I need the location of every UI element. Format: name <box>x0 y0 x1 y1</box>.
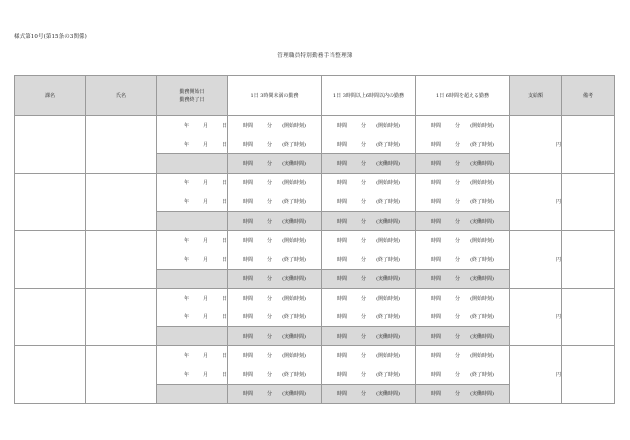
yen-label: 円 <box>555 256 561 263</box>
month-label: 月 <box>202 353 208 360</box>
minutes-label: 分 <box>361 180 367 187</box>
hours-label: 時間 <box>337 256 348 263</box>
hours-label: 時間 <box>337 199 348 206</box>
time-field[interactable] <box>228 154 322 173</box>
post-field[interactable] <box>15 288 86 346</box>
hours-label: 時間 <box>431 237 442 244</box>
time-kind-label: (終了時刻) <box>470 256 494 263</box>
day-label: 日 <box>221 180 227 187</box>
time-field[interactable] <box>416 288 510 307</box>
hours-label: 時間 <box>431 353 442 360</box>
year-label: 年 <box>183 371 189 378</box>
header-remarks: 備考 <box>562 76 615 116</box>
time-kind-label: (実働時間) <box>376 391 400 398</box>
minutes-label: 分 <box>267 295 273 302</box>
day-label: 日 <box>221 353 227 360</box>
minutes-label: 分 <box>267 314 273 321</box>
hours-label: 時間 <box>337 276 348 283</box>
time-field[interactable] <box>416 327 510 346</box>
time-kind-label: (実働時間) <box>470 333 494 340</box>
hours-label: 時間 <box>431 371 442 378</box>
time-field[interactable] <box>416 154 510 173</box>
time-field[interactable] <box>228 269 322 288</box>
hours-label: 時間 <box>431 218 442 225</box>
time-kind-label: (終了時刻) <box>376 256 400 263</box>
time-kind-label: (開始時刻) <box>282 295 306 302</box>
time-field[interactable] <box>416 116 510 135</box>
time-field[interactable] <box>416 307 510 326</box>
amount-field[interactable] <box>510 288 562 346</box>
minutes-label: 分 <box>455 371 461 378</box>
remarks-field[interactable] <box>562 346 615 404</box>
minutes-label: 分 <box>361 218 367 225</box>
hours-label: 時間 <box>431 122 442 129</box>
hours-label: 時間 <box>431 160 442 167</box>
month-label: 月 <box>202 256 208 263</box>
time-kind-label: (実働時間) <box>282 218 306 225</box>
ledger-body <box>15 116 615 404</box>
name-field[interactable] <box>86 346 157 404</box>
minutes-label: 分 <box>267 141 273 148</box>
time-field[interactable] <box>322 384 416 403</box>
time-kind-label: (実働時間) <box>470 391 494 398</box>
minutes-label: 分 <box>267 256 273 263</box>
hours-label: 時間 <box>431 199 442 206</box>
minutes-label: 分 <box>361 371 367 378</box>
date-field[interactable] <box>157 116 228 135</box>
hours-label: 時間 <box>243 391 254 398</box>
hours-label: 時間 <box>243 295 254 302</box>
time-kind-label: (終了時刻) <box>470 141 494 148</box>
time-kind-label: (終了時刻) <box>282 141 306 148</box>
time-kind-label: (実働時間) <box>282 391 306 398</box>
year-label: 年 <box>183 295 189 302</box>
minutes-label: 分 <box>267 237 273 244</box>
date-blank <box>157 384 228 403</box>
minutes-label: 分 <box>361 295 367 302</box>
hours-label: 時間 <box>337 391 348 398</box>
minutes-label: 分 <box>455 276 461 283</box>
year-label: 年 <box>183 180 189 187</box>
yen-label: 円 <box>555 372 561 379</box>
year-label: 年 <box>183 141 189 148</box>
hours-label: 時間 <box>337 122 348 129</box>
day-label: 日 <box>221 141 227 148</box>
time-kind-label: (終了時刻) <box>282 314 306 321</box>
time-kind-label: (終了時刻) <box>376 371 400 378</box>
month-label: 月 <box>202 295 208 302</box>
hours-label: 時間 <box>243 371 254 378</box>
time-kind-label: (開始時刻) <box>470 122 494 129</box>
time-field[interactable] <box>416 192 510 211</box>
minutes-label: 分 <box>455 180 461 187</box>
remarks-field[interactable] <box>562 116 615 174</box>
header-date-start: 勤務開始日 <box>179 88 205 95</box>
minutes-label: 分 <box>455 141 461 148</box>
time-field[interactable] <box>322 116 416 135</box>
time-kind-label: (実働時間) <box>470 218 494 225</box>
time-field[interactable] <box>416 211 510 230</box>
post-field[interactable] <box>15 116 86 174</box>
time-field[interactable] <box>228 365 322 384</box>
minutes-label: 分 <box>455 353 461 360</box>
month-label: 月 <box>202 122 208 129</box>
time-kind-label: (開始時刻) <box>376 237 400 244</box>
hours-label: 時間 <box>431 295 442 302</box>
day-label: 日 <box>221 199 227 206</box>
day-label: 日 <box>221 371 227 378</box>
time-field[interactable] <box>228 307 322 326</box>
amount-field[interactable] <box>510 231 562 289</box>
hours-label: 時間 <box>337 314 348 321</box>
day-label: 日 <box>221 237 227 244</box>
time-kind-label: (実働時間) <box>376 218 400 225</box>
time-field[interactable] <box>228 192 322 211</box>
header-3-to-6h: 1日 3時間以上6時間以内の勤務 <box>322 76 416 116</box>
minutes-label: 分 <box>267 199 273 206</box>
hours-label: 時間 <box>243 141 254 148</box>
month-label: 月 <box>202 237 208 244</box>
date-blank <box>157 211 228 230</box>
minutes-label: 分 <box>267 371 273 378</box>
table-row <box>15 346 615 365</box>
hours-label: 時間 <box>431 256 442 263</box>
time-kind-label: (開始時刻) <box>376 295 400 302</box>
time-field[interactable] <box>322 135 416 154</box>
form-number: 様式第10号(第15条の3関係) <box>14 34 87 40</box>
time-kind-label: (実働時間) <box>376 276 400 283</box>
time-field[interactable] <box>416 135 510 154</box>
hours-label: 時間 <box>243 333 254 340</box>
minutes-label: 分 <box>361 314 367 321</box>
table-row <box>15 173 615 192</box>
header-over-6h: 1日 6時間を超える勤務 <box>416 76 510 116</box>
minutes-label: 分 <box>361 256 367 263</box>
time-field[interactable] <box>322 173 416 192</box>
yen-label: 円 <box>555 199 561 206</box>
hours-label: 時間 <box>337 237 348 244</box>
hours-label: 時間 <box>243 276 254 283</box>
document-title: 管理職員特別勤務手当整理簿 <box>277 53 353 59</box>
time-field[interactable] <box>322 365 416 384</box>
time-kind-label: (実働時間) <box>282 333 306 340</box>
time-kind-label: (開始時刻) <box>282 122 306 129</box>
time-field[interactable] <box>228 250 322 269</box>
post-field[interactable] <box>15 231 86 289</box>
minutes-label: 分 <box>455 160 461 167</box>
hours-label: 時間 <box>431 141 442 148</box>
hours-label: 時間 <box>337 353 348 360</box>
minutes-label: 分 <box>361 122 367 129</box>
year-label: 年 <box>183 237 189 244</box>
hours-label: 時間 <box>243 353 254 360</box>
time-kind-label: (実働時間) <box>376 333 400 340</box>
minutes-label: 分 <box>455 237 461 244</box>
time-field[interactable] <box>322 269 416 288</box>
month-label: 月 <box>202 314 208 321</box>
month-label: 月 <box>202 141 208 148</box>
minutes-label: 分 <box>267 160 273 167</box>
time-kind-label: (開始時刻) <box>376 353 400 360</box>
minutes-label: 分 <box>361 391 367 398</box>
header-post: 課名 <box>15 76 86 116</box>
amount-field[interactable] <box>510 116 562 174</box>
time-kind-label: (開始時刻) <box>470 237 494 244</box>
allowance-ledger-table <box>14 75 615 404</box>
time-field[interactable] <box>228 288 322 307</box>
year-label: 年 <box>183 256 189 263</box>
hours-label: 時間 <box>337 218 348 225</box>
time-kind-label: (終了時刻) <box>376 314 400 321</box>
minutes-label: 分 <box>455 122 461 129</box>
date-field[interactable] <box>157 307 228 326</box>
remarks-field[interactable] <box>562 173 615 231</box>
time-field[interactable] <box>322 327 416 346</box>
header-date-end: 勤務終了日 <box>179 96 205 103</box>
hours-label: 時間 <box>243 180 254 187</box>
date-field[interactable] <box>157 173 228 192</box>
date-blank <box>157 327 228 346</box>
time-field[interactable] <box>322 211 416 230</box>
time-kind-label: (実働時間) <box>470 160 494 167</box>
minutes-label: 分 <box>455 199 461 206</box>
hours-label: 時間 <box>337 141 348 148</box>
time-kind-label: (開始時刻) <box>470 295 494 302</box>
yen-label: 円 <box>555 314 561 321</box>
time-kind-label: (終了時刻) <box>376 141 400 148</box>
amount-field[interactable] <box>510 346 562 404</box>
post-field[interactable] <box>15 346 86 404</box>
hours-label: 時間 <box>337 371 348 378</box>
time-field[interactable] <box>416 346 510 365</box>
minutes-label: 分 <box>267 333 273 340</box>
minutes-label: 分 <box>267 276 273 283</box>
header-amount: 支給額 <box>510 76 562 116</box>
time-kind-label: (開始時刻) <box>376 122 400 129</box>
year-label: 年 <box>183 122 189 129</box>
time-kind-label: (実働時間) <box>376 160 400 167</box>
month-label: 月 <box>202 371 208 378</box>
hours-label: 時間 <box>337 295 348 302</box>
date-field[interactable] <box>157 135 228 154</box>
date-field[interactable] <box>157 192 228 211</box>
time-field[interactable] <box>416 250 510 269</box>
time-kind-label: (終了時刻) <box>282 256 306 263</box>
minutes-label: 分 <box>455 295 461 302</box>
date-field[interactable] <box>157 250 228 269</box>
hours-label: 時間 <box>243 237 254 244</box>
time-field[interactable] <box>228 173 322 192</box>
header-row <box>15 76 615 116</box>
minutes-label: 分 <box>455 218 461 225</box>
hours-label: 時間 <box>243 199 254 206</box>
time-kind-label: (終了時刻) <box>376 199 400 206</box>
minutes-label: 分 <box>361 237 367 244</box>
hours-label: 時間 <box>431 314 442 321</box>
time-field[interactable] <box>416 384 510 403</box>
day-label: 日 <box>221 122 227 129</box>
yen-label: 円 <box>555 141 561 148</box>
time-field[interactable] <box>416 173 510 192</box>
day-label: 日 <box>221 314 227 321</box>
time-field[interactable] <box>416 269 510 288</box>
date-blank <box>157 154 228 173</box>
time-field[interactable] <box>228 231 322 250</box>
remarks-field[interactable] <box>562 288 615 346</box>
time-kind-label: (開始時刻) <box>282 237 306 244</box>
time-field[interactable] <box>228 327 322 346</box>
time-field[interactable] <box>322 154 416 173</box>
month-label: 月 <box>202 180 208 187</box>
hours-label: 時間 <box>243 218 254 225</box>
hours-label: 時間 <box>243 256 254 263</box>
time-kind-label: (終了時刻) <box>470 314 494 321</box>
hours-label: 時間 <box>431 391 442 398</box>
hours-label: 時間 <box>243 160 254 167</box>
time-field[interactable] <box>228 211 322 230</box>
time-kind-label: (実働時間) <box>282 160 306 167</box>
time-kind-label: (終了時刻) <box>282 371 306 378</box>
time-field[interactable] <box>322 192 416 211</box>
minutes-label: 分 <box>361 199 367 206</box>
day-label: 日 <box>221 256 227 263</box>
time-field[interactable] <box>322 231 416 250</box>
date-blank <box>157 269 228 288</box>
amount-field[interactable] <box>510 173 562 231</box>
minutes-label: 分 <box>267 218 273 225</box>
minutes-label: 分 <box>267 353 273 360</box>
minutes-label: 分 <box>267 391 273 398</box>
hours-label: 時間 <box>431 180 442 187</box>
time-kind-label: (開始時刻) <box>282 180 306 187</box>
minutes-label: 分 <box>267 180 273 187</box>
table-row <box>15 231 615 250</box>
day-label: 日 <box>221 295 227 302</box>
hours-label: 時間 <box>337 180 348 187</box>
date-field[interactable] <box>157 365 228 384</box>
time-field[interactable] <box>228 384 322 403</box>
header-name: 氏名 <box>86 76 157 116</box>
date-field[interactable] <box>157 231 228 250</box>
remarks-field[interactable] <box>562 231 615 289</box>
time-kind-label: (終了時刻) <box>282 199 306 206</box>
year-label: 年 <box>183 353 189 360</box>
header-dates <box>157 76 228 116</box>
hours-label: 時間 <box>337 333 348 340</box>
hours-label: 時間 <box>431 276 442 283</box>
date-field[interactable] <box>157 346 228 365</box>
minutes-label: 分 <box>361 333 367 340</box>
time-field[interactable] <box>228 116 322 135</box>
minutes-label: 分 <box>361 141 367 148</box>
time-kind-label: (開始時刻) <box>282 353 306 360</box>
header-under-3h: 1日 3時間未満の勤務 <box>228 76 322 116</box>
minutes-label: 分 <box>267 122 273 129</box>
hours-label: 時間 <box>431 333 442 340</box>
time-kind-label: (実働時間) <box>282 276 306 283</box>
time-field[interactable] <box>322 346 416 365</box>
time-kind-label: (開始時刻) <box>470 353 494 360</box>
table-row <box>15 288 615 307</box>
post-field[interactable] <box>15 173 86 231</box>
time-kind-label: (終了時刻) <box>470 371 494 378</box>
date-field[interactable] <box>157 288 228 307</box>
hours-label: 時間 <box>243 314 254 321</box>
minutes-label: 分 <box>361 353 367 360</box>
time-field[interactable] <box>416 365 510 384</box>
name-field[interactable] <box>86 173 157 231</box>
time-kind-label: (終了時刻) <box>470 199 494 206</box>
time-field[interactable] <box>416 231 510 250</box>
minutes-label: 分 <box>455 314 461 321</box>
time-kind-label: (開始時刻) <box>470 180 494 187</box>
table-row <box>15 116 615 135</box>
minutes-label: 分 <box>455 333 461 340</box>
hours-label: 時間 <box>337 160 348 167</box>
hours-label: 時間 <box>243 122 254 129</box>
time-field[interactable] <box>322 250 416 269</box>
time-kind-label: (実働時間) <box>470 276 494 283</box>
minutes-label: 分 <box>455 256 461 263</box>
time-field[interactable] <box>228 346 322 365</box>
time-field[interactable] <box>228 135 322 154</box>
name-field[interactable] <box>86 231 157 289</box>
month-label: 月 <box>202 199 208 206</box>
time-kind-label: (開始時刻) <box>376 180 400 187</box>
time-field[interactable] <box>322 288 416 307</box>
year-label: 年 <box>183 199 189 206</box>
name-field[interactable] <box>86 116 157 174</box>
time-field[interactable] <box>322 307 416 326</box>
name-field[interactable] <box>86 288 157 346</box>
year-label: 年 <box>183 314 189 321</box>
minutes-label: 分 <box>361 276 367 283</box>
minutes-label: 分 <box>361 160 367 167</box>
minutes-label: 分 <box>455 391 461 398</box>
